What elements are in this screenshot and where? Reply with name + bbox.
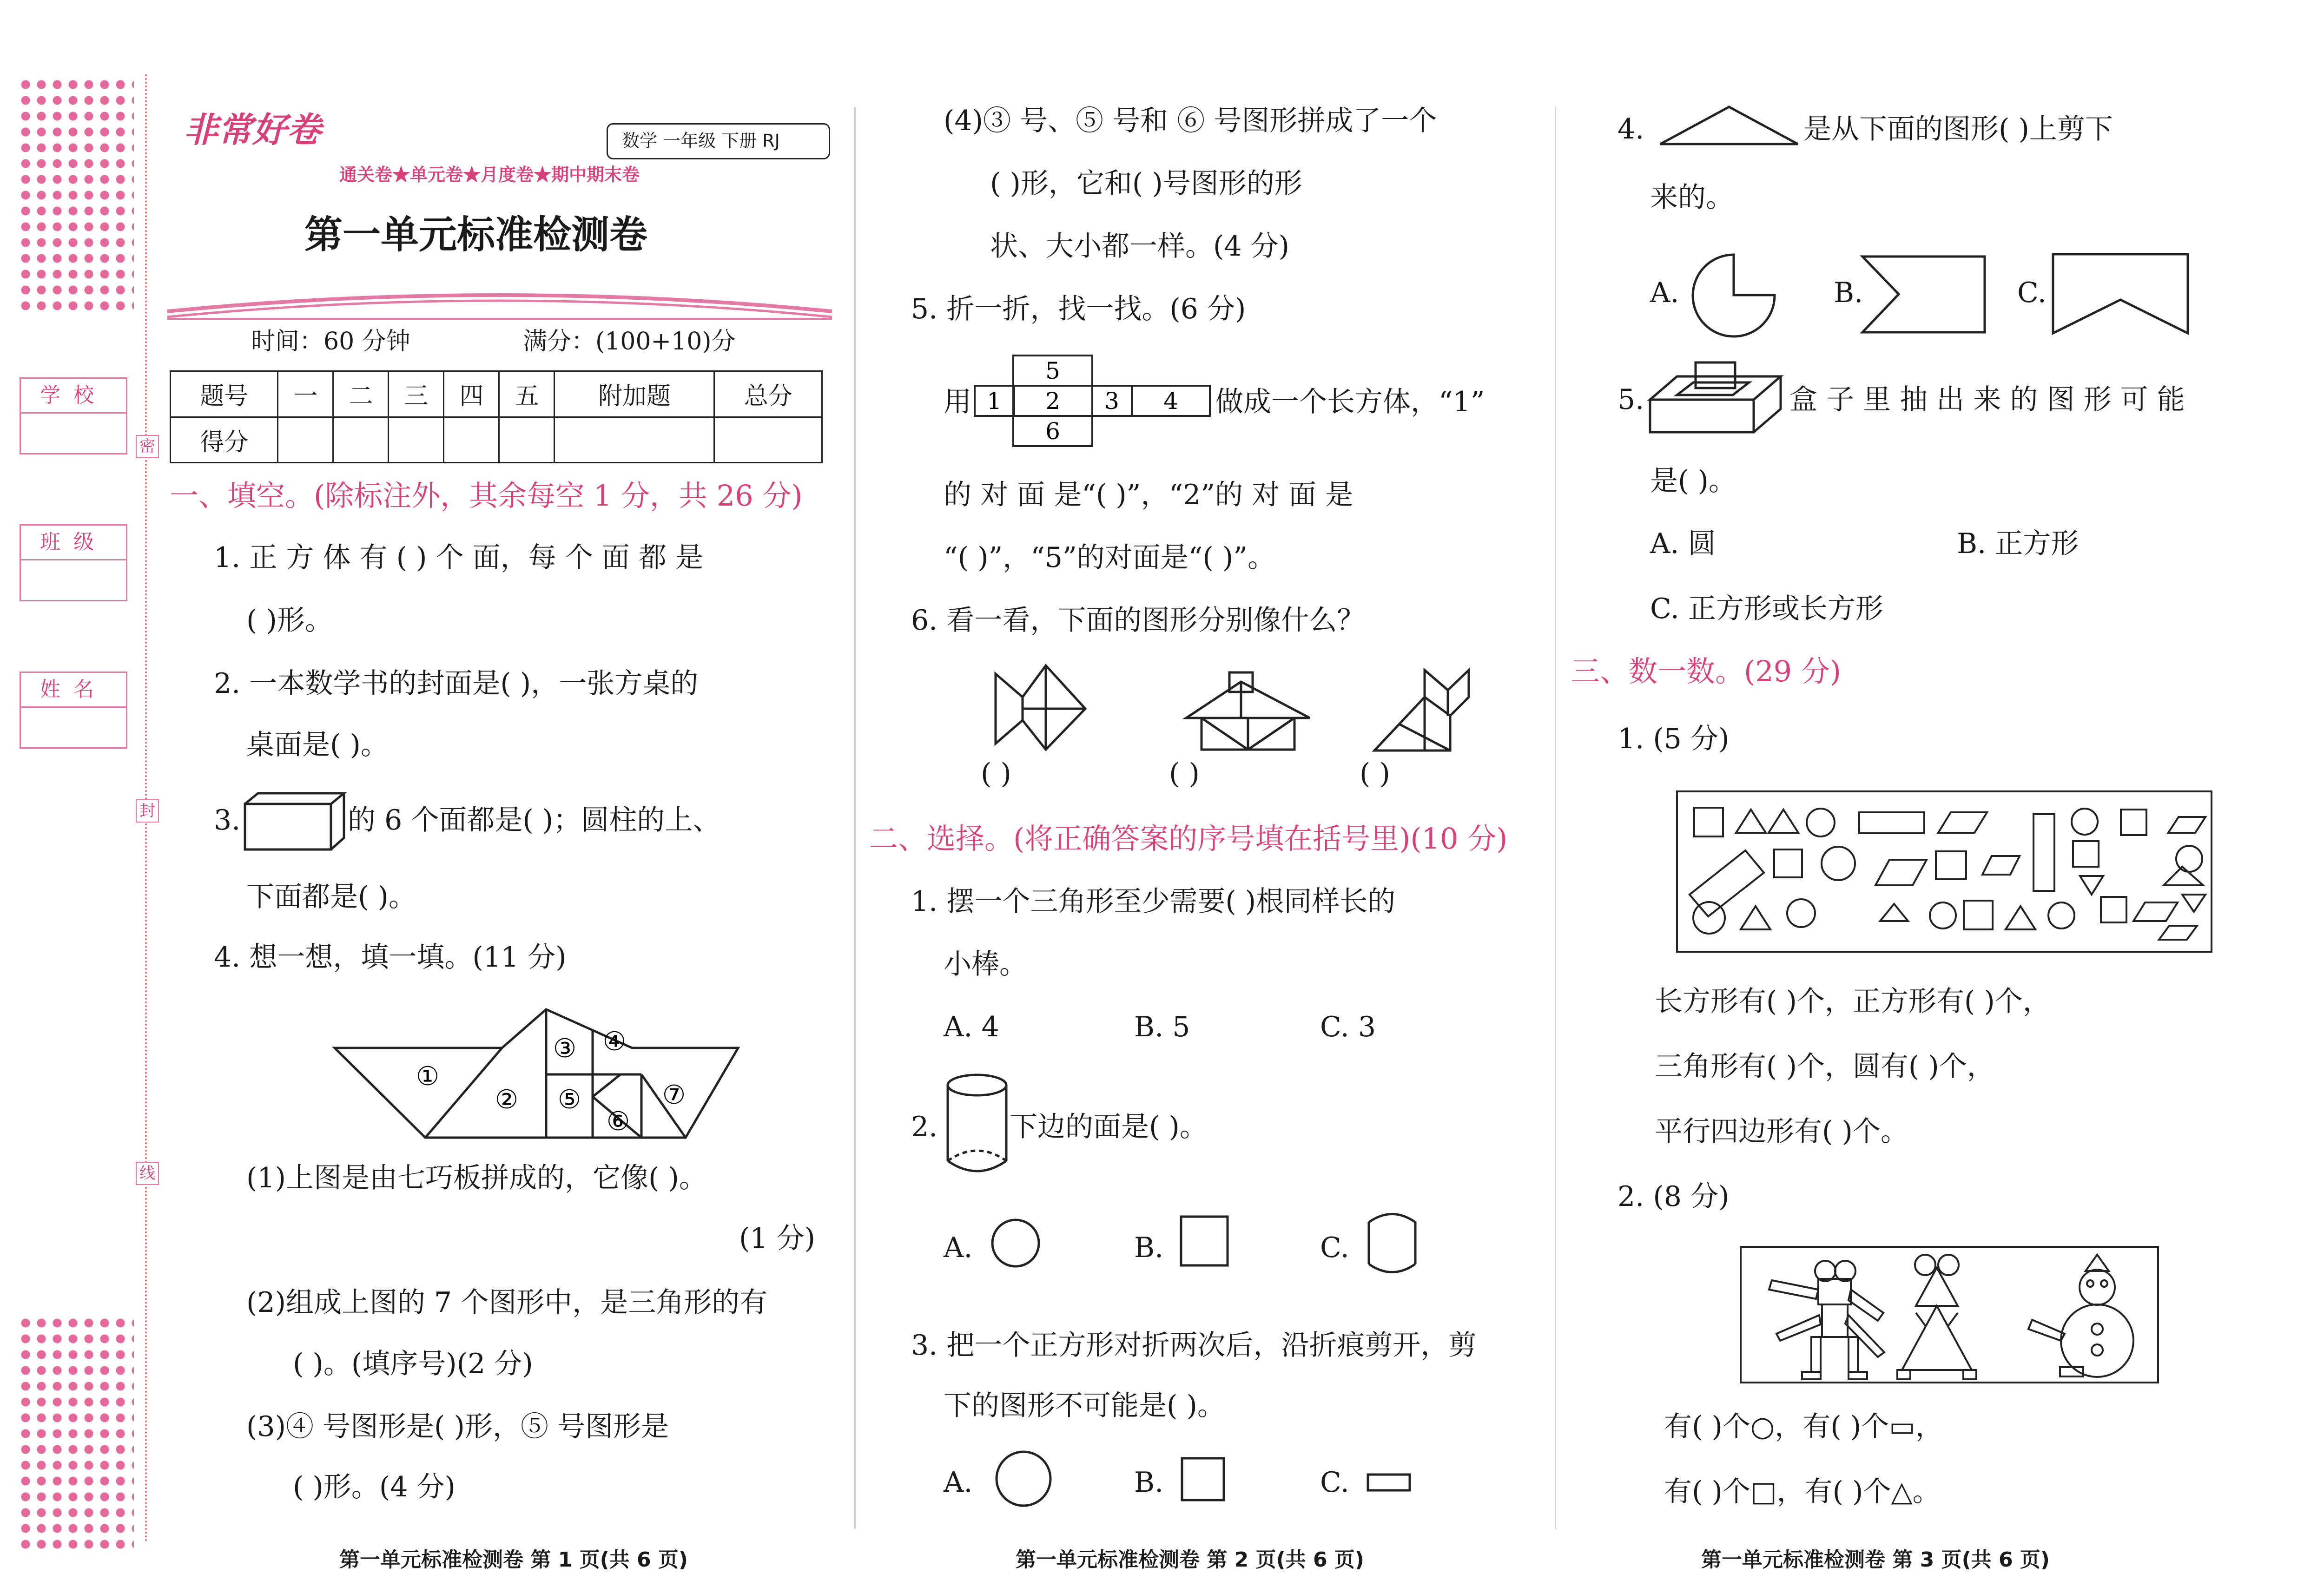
c4-envelope-option <box>2052 253 2189 335</box>
score-cell: 附加题 <box>555 371 714 417</box>
score-input[interactable] <box>333 417 389 463</box>
score-cell: 得分 <box>171 417 278 463</box>
square-shape <box>2073 841 2099 867</box>
man-head <box>2080 1270 2115 1305</box>
tangram-label-2: ② <box>495 1085 519 1115</box>
page-title: 第一单元标准检测卷 <box>304 212 648 257</box>
man-button <box>2092 1344 2103 1356</box>
c4-option-c[interactable]: C. <box>2017 277 2047 309</box>
square-shape <box>2101 897 2126 922</box>
rectangle-shape <box>1368 1475 1410 1490</box>
c3-option-c[interactable]: C. <box>1320 1466 1349 1499</box>
rectangle-shape <box>1690 850 1764 916</box>
c2-option-b[interactable]: B. <box>1134 1231 1164 1264</box>
n1-title: 1. (5 分) <box>1618 723 1730 755</box>
score-cell: 二 <box>333 371 389 417</box>
girl-arm <box>1916 1313 1926 1327</box>
cuboid-front <box>245 804 331 849</box>
n1-line-b: 三角形有( )个，圆有( )个， <box>1655 1050 1995 1083</box>
q6-answer-3[interactable]: ( ) <box>1360 757 1390 790</box>
q4-2-line-b: ( )。(填序号)(2 分) <box>293 1348 533 1380</box>
house-edge <box>1202 718 1248 750</box>
footer-page-2: 第一单元标准检测卷 第 2 页(共 6 页) <box>1016 1548 1365 1572</box>
tangram-label-3: ③ <box>553 1034 577 1064</box>
cyl-shape-top <box>1369 1214 1415 1223</box>
circle-shape <box>1693 902 1725 934</box>
net-label-5: 5 <box>1045 357 1060 384</box>
net-label-2: 2 <box>1045 388 1060 415</box>
q5-line-b: 的 对 面 是“( )”，“2”的 对 面 是 <box>944 479 1353 511</box>
box-side <box>1754 376 1781 432</box>
dot-pattern-top <box>18 77 134 311</box>
c1-line-b: 小棒。 <box>944 948 1027 981</box>
column-separator-1 <box>854 107 856 1529</box>
square-shape <box>1964 901 1993 929</box>
q3-line-a: 的 6 个面都是( )；圆柱的上、 <box>348 804 721 836</box>
exam-full-score: 满分：(100+10)分 <box>523 328 736 356</box>
name-field[interactable] <box>20 672 127 749</box>
parallelogram-shape <box>2133 902 2178 921</box>
cuboid-figure <box>244 792 346 850</box>
q3-number: 3. <box>214 804 241 836</box>
score-cell: 五 <box>499 371 555 417</box>
q3-line-b: 下面都是( )。 <box>246 881 416 913</box>
robot-foot <box>1802 1372 1821 1379</box>
q4-4-line-b: ( )形，它和( )号图形的形 <box>990 167 1302 200</box>
pacman-shape <box>1693 255 1775 336</box>
n2-title: 2. (8 分) <box>1618 1180 1730 1213</box>
cube-net <box>974 355 1211 448</box>
c2-cylinder-option <box>1367 1211 1418 1276</box>
c1-line-a: 1. 摆一个三角形至少需要( )根同样长的 <box>911 885 1396 918</box>
name-label: 姓名 <box>21 673 126 708</box>
c2-circle-option <box>990 1218 1041 1269</box>
cyl-shape-bottom <box>1369 1264 1415 1272</box>
box-front <box>1650 400 1754 432</box>
q4-3-line-a: (3)④ 号图形是( )形，⑤ 号图形是 <box>246 1410 669 1443</box>
score-input[interactable] <box>389 417 444 463</box>
c2-option-a[interactable]: A. <box>944 1231 973 1264</box>
section-1-title: 一、填空。(除标注外，其余每空 1 分，共 26 分) <box>170 479 803 513</box>
c2-square-option <box>1180 1215 1231 1269</box>
tangram-label-6: ⑥ <box>606 1106 630 1137</box>
rectangle-shape <box>2034 814 2054 891</box>
score-input[interactable] <box>714 417 822 463</box>
bird-edge <box>1425 697 1450 716</box>
c5-line-b: 是( )。 <box>1650 465 1736 497</box>
n2-line-a: 有( )个○，有( )个▭， <box>1664 1410 1943 1443</box>
column-separator-2 <box>1555 107 1556 1529</box>
man-arm <box>2028 1320 2065 1341</box>
robot-head <box>1818 1279 1851 1304</box>
footer-page-3: 第一单元标准检测卷 第 3 页(共 6 页) <box>1701 1548 2050 1572</box>
q2-line-b: 桌面是( )。 <box>246 729 389 761</box>
n1-line-a: 长方形有( )个，正方形有( )个， <box>1655 985 2051 1018</box>
man-button <box>2092 1324 2103 1335</box>
q4-4-line-a: (4)③ 号、⑤ 号和 ⑥ 号图形拼成了一个 <box>944 105 1437 137</box>
q4-1-score: (1 分) <box>739 1222 816 1255</box>
bird-outline <box>1374 670 1469 751</box>
c1-option-a[interactable]: A. 4 <box>944 1011 999 1043</box>
cylinder-bottom-hidden <box>948 1151 1006 1161</box>
n2-line-b: 有( )个□，有( )个△。 <box>1664 1475 1941 1508</box>
c1-option-c[interactable]: C. 3 <box>1320 1011 1376 1043</box>
dot-pattern-bottom <box>18 1315 134 1550</box>
parallelogram-shape <box>1982 856 2020 875</box>
triangle-shape <box>2080 876 2103 895</box>
q6-answer-2[interactable]: ( ) <box>1169 757 1200 790</box>
class-label: 班级 <box>21 526 126 560</box>
tangram-label-5: ⑤ <box>557 1085 581 1115</box>
c3-circle-option <box>995 1450 1055 1510</box>
q5-use: 用 <box>944 386 971 418</box>
score-input[interactable] <box>555 417 714 463</box>
man-eye <box>2087 1280 2093 1287</box>
panel-border <box>1741 1247 2158 1383</box>
q2-line-a: 2. 一本数学书的封面是( )，一张方桌的 <box>214 667 699 700</box>
girl-foot <box>1897 1370 1910 1379</box>
net-label-4: 4 <box>1163 388 1178 415</box>
score-table-header-row <box>171 371 822 417</box>
girl-eye <box>1915 1255 1935 1275</box>
net-label-6: 6 <box>1045 418 1060 445</box>
tangram-label-4: ④ <box>602 1027 627 1057</box>
triangle-shape <box>1741 906 1770 929</box>
c3-rectangle-option <box>1367 1473 1413 1496</box>
score-table-score-row <box>171 417 822 463</box>
tangram-house <box>1185 672 1311 751</box>
parallelogram-shape <box>2168 817 2205 833</box>
triangle-shape <box>1880 904 1908 921</box>
q4-title: 4. 想一想，填一填。(11 分) <box>214 941 567 974</box>
school-label: 学校 <box>21 379 126 414</box>
robot-leg <box>1811 1337 1821 1372</box>
circle-shape <box>1822 847 1855 880</box>
c5-option-c[interactable]: C. 正方形或长方形 <box>1650 593 1883 625</box>
girl-arm <box>1948 1313 1958 1327</box>
circle-shape <box>2072 809 2098 835</box>
n1-line-c: 平行四边形有( )个。 <box>1655 1115 1908 1148</box>
c4-pacman-option <box>1687 251 1780 339</box>
girl-eye <box>1938 1255 1959 1275</box>
shapes-counting-panel <box>1676 790 2215 955</box>
meta-badge <box>607 123 830 159</box>
c4-option-a[interactable]: A. <box>1650 277 1679 309</box>
house-edge <box>1248 718 1294 750</box>
school-field[interactable] <box>20 377 127 454</box>
c3-option-a[interactable]: A. <box>944 1466 973 1499</box>
robot-arm <box>1849 1290 1883 1321</box>
circle-shape <box>1787 899 1815 927</box>
cylinder-top <box>948 1075 1006 1095</box>
robot-foot <box>1849 1372 1867 1379</box>
house-roof <box>1186 682 1310 718</box>
envelope-shape <box>2053 254 2188 333</box>
parallelogram-shape <box>1938 812 1987 833</box>
square-shape <box>1181 1217 1228 1265</box>
q4-2-line-a: (2)组成上图的 7 个图形中，是三角形的有 <box>246 1286 768 1319</box>
circle-shape <box>1807 809 1835 836</box>
figure-picture-panel <box>1739 1245 2160 1385</box>
score-input[interactable] <box>499 417 555 463</box>
q5-title: 5. 折一折，找一找。(6 分) <box>911 293 1246 325</box>
score-table <box>170 370 823 463</box>
c2-text: 下边的面是( )。 <box>1010 1111 1208 1143</box>
robot-arm <box>1769 1280 1818 1299</box>
brand-logo: 非常好卷 <box>184 110 321 150</box>
c5-line-a: 盒 子 里 抽 出 来 的 图 形 可 能 <box>1789 383 2185 416</box>
triangle-shape <box>2182 895 2205 912</box>
tangram-bird <box>1373 669 1471 753</box>
c3-option-b[interactable]: B. <box>1134 1466 1164 1499</box>
q5-line-a: 做成一个长方体，“1” <box>1215 386 1485 418</box>
rectangle-shape <box>1859 812 1924 833</box>
q5-line-c: “( )”，“5”的对面是“( )”。 <box>944 541 1275 574</box>
score-input[interactable] <box>444 417 499 463</box>
triangle-shape <box>1769 810 1798 833</box>
c5-number: 5. <box>1618 383 1644 416</box>
circle-shape <box>992 1220 1039 1266</box>
c5-option-a[interactable]: A. 圆 <box>1650 527 1716 560</box>
box-figure <box>1649 360 1782 435</box>
bird-edge <box>1425 670 1448 690</box>
score-cell: 四 <box>444 371 499 417</box>
tangram-fish <box>995 665 1088 751</box>
tangram-edge <box>593 1074 621 1097</box>
triangle-shape <box>2006 906 2035 929</box>
square-shape <box>1694 808 1723 836</box>
girl-foot <box>1963 1370 1976 1379</box>
square-shape <box>1774 849 1802 877</box>
seal-mark-1: 密 <box>136 435 159 458</box>
meta-text: 数学 一年级 下册 RJ <box>622 131 780 151</box>
c5-option-b[interactable]: B. 正方形 <box>1957 527 2079 560</box>
parallelogram-shape <box>1875 860 1927 885</box>
q4-3-line-b: ( )形。(4 分) <box>293 1471 456 1503</box>
exam-time: 时间：60 分钟 <box>251 328 410 356</box>
title-ribbon <box>167 283 832 321</box>
tangram-label-1: ① <box>416 1061 440 1092</box>
seal-mark-2: 封 <box>136 799 159 823</box>
square-shape <box>1182 1458 1224 1500</box>
score-cell: 题号 <box>171 371 278 417</box>
tangram-label-7: ⑦ <box>662 1080 686 1110</box>
man-eye <box>2101 1280 2107 1287</box>
c4-number: 4. <box>1618 113 1644 145</box>
c4-line-b: 来的。 <box>1650 181 1734 214</box>
girl-dress <box>1902 1306 1972 1370</box>
score-cell: 总分 <box>714 371 822 417</box>
q4-1: (1)上图是由七巧板拼成的，它像( )。 <box>246 1162 707 1194</box>
net-label-3: 3 <box>1104 388 1119 415</box>
c4-option-b[interactable]: B. <box>1834 277 1863 309</box>
man-body <box>2061 1304 2133 1377</box>
cylinder-figure <box>946 1073 1009 1173</box>
c4-line-a: 是从下面的图形( )上剪下 <box>1803 113 2113 145</box>
square-shape <box>2121 810 2146 835</box>
robot-leg <box>1849 1337 1858 1372</box>
c4-notched-option <box>1862 256 1987 335</box>
tangram-boat <box>335 1008 744 1143</box>
parallelogram-shape <box>2159 926 2197 940</box>
cylinder-bottom <box>948 1161 1006 1171</box>
tangram-outline <box>335 1009 738 1138</box>
c3-line-a: 3. 把一个正方形对折两次后，沿折痕剪开，剪 <box>911 1329 1477 1362</box>
q1-line-b: ( )形。 <box>246 604 333 637</box>
section-3-title: 三、数一数。(29 分) <box>1571 654 1841 688</box>
c3-square-option <box>1181 1457 1227 1503</box>
score-cell: 一 <box>278 371 333 417</box>
footer-page-1: 第一单元标准检测卷 第 1 页(共 6 页) <box>339 1548 688 1572</box>
circle-shape <box>997 1452 1050 1506</box>
notched-shape <box>1862 257 1985 332</box>
score-input[interactable] <box>278 417 333 463</box>
c1-option-b[interactable]: B. 5 <box>1134 1011 1190 1043</box>
robot-body <box>1822 1304 1848 1337</box>
q1-line-a: 1. 正 方 体 有 ( ) 个 面，每 个 面 都 是 <box>214 541 703 574</box>
cuboid-top <box>245 793 344 804</box>
c3-line-b: 下的图形不可能是( )。 <box>944 1389 1225 1422</box>
man-hat <box>2086 1255 2109 1271</box>
c4-triangle-figure <box>1659 105 1799 146</box>
triangle-piece <box>1660 107 1798 144</box>
circle-shape <box>2048 902 2074 928</box>
triangle-shape <box>1736 810 1766 833</box>
square-shape <box>1936 851 1966 879</box>
net-label-1: 1 <box>987 388 1002 415</box>
class-field[interactable] <box>20 524 127 601</box>
circle-shape <box>1930 902 1956 928</box>
q6-answer-1[interactable]: ( ) <box>981 757 1011 790</box>
q4-4-line-c: 状、大小都一样。(4 分) <box>990 230 1290 263</box>
score-cell: 三 <box>389 371 444 417</box>
girl-head <box>1916 1268 1958 1306</box>
section-2-title: 二、选择。(将正确答案的序号填在括号里)(10 分) <box>869 822 1508 856</box>
c2-number: 2. <box>911 1111 938 1143</box>
q6-title: 6. 看一看，下面的图形分别像什么？ <box>911 604 1365 637</box>
seal-mark-3: 线 <box>136 1162 159 1185</box>
exam-series: 通关卷★单元卷★月度卷★期中期末卷 <box>339 164 640 185</box>
c2-option-c[interactable]: C. <box>1320 1231 1349 1264</box>
